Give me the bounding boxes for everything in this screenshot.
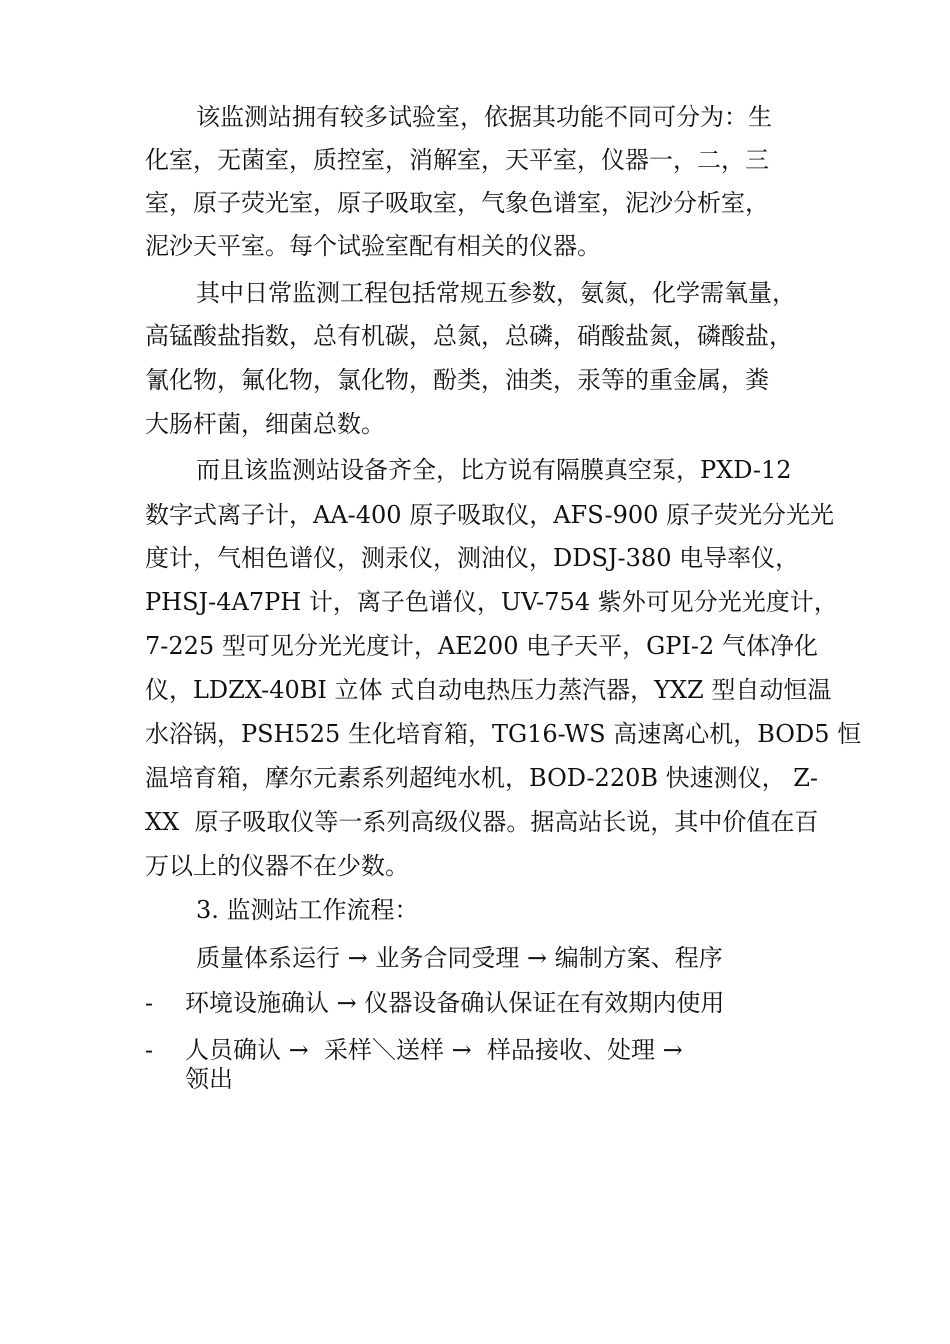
paragraph-3-line-3: 度计，气相色谱仪，测汞仪，测油仪，DDSJ-380 电导率仪， — [145, 544, 800, 572]
paragraph-3-line-9: XX 原子吸取仪等一系列高级仪器。据高站长说，其中价值在百 — [145, 808, 819, 836]
paragraph-1-line-2: 化室，无菌室，质控室，消解室，天平室，仪器一，二，三 — [145, 146, 769, 174]
paragraph-3-line-4: PHSJ-4A7PH 计，离子色谱仪，UV-754 紫外可见分光光度计， — [145, 588, 838, 616]
flow-line-3: 人员确认 → 采样＼送样 → 样品接收、处理 → — [185, 1036, 683, 1064]
flow-line-4: 领出 — [185, 1065, 233, 1093]
paragraph-3-line-2: 数字式离子计，AA-400 原子吸取仪，AFS-900 原子荧光分光光 — [145, 501, 835, 529]
paragraph-3-line-8: 温培育箱，摩尔元素系列超纯水机，BOD-220B 快速测仪， Z- — [145, 764, 819, 792]
paragraph-1-line-3: 室，原子荧光室，原子吸取室，气象色谱室，泥沙分析室， — [145, 189, 769, 217]
paragraph-1-line-1: 该监测站拥有较多试验室，依据其功能不同可分为：生 — [196, 103, 772, 131]
paragraph-2-line-1: 其中日常监测工程包括常规五参数，氨氮，化学需氧量， — [196, 279, 796, 307]
flow-line-2-dash: - — [145, 989, 154, 1017]
paragraph-3-line-1: 而且该监测站设备齐全，比方说有隔膜真空泵，PXD-12 — [196, 456, 792, 484]
paragraph-3-line-7: 水浴锅，PSH525 生化培育箱，TG16-WS 高速离心机，BOD5 恒 — [145, 720, 862, 748]
paragraph-3-line-5: 7-225 型可见分光光度计，AE200 电子天平，GPI-2 气体净化 — [145, 632, 818, 660]
paragraph-1-line-4: 泥沙天平室。每个试验室配有相关的仪器。 — [145, 232, 601, 260]
section-heading: 3. 监测站工作流程： — [196, 896, 419, 924]
flow-line-2: 环境设施确认 → 仪器设备确认保证在有效期内使用 — [185, 989, 725, 1017]
flow-line-3-dash: - — [145, 1036, 154, 1064]
paragraph-3-line-6: 仪，LDZX-40BI 立体 式自动电热压力蒸汽器，YXZ 型自动恒温 — [145, 676, 832, 704]
paragraph-3-line-10: 万以上的仪器不在少数。 — [145, 852, 409, 880]
paragraph-2-line-4: 大肠杆菌，细菌总数。 — [145, 410, 385, 438]
flow-line-1: 质量体系运行 → 业务合同受理 → 编制方案、程序 — [196, 944, 723, 972]
paragraph-2-line-2: 高锰酸盐指数，总有机碳，总氮，总磷，硝酸盐氮，磷酸盐， — [145, 322, 793, 350]
paragraph-2-line-3: 氰化物，氟化物，氯化物，酚类，油类，汞等的重金属，粪 — [145, 366, 769, 394]
